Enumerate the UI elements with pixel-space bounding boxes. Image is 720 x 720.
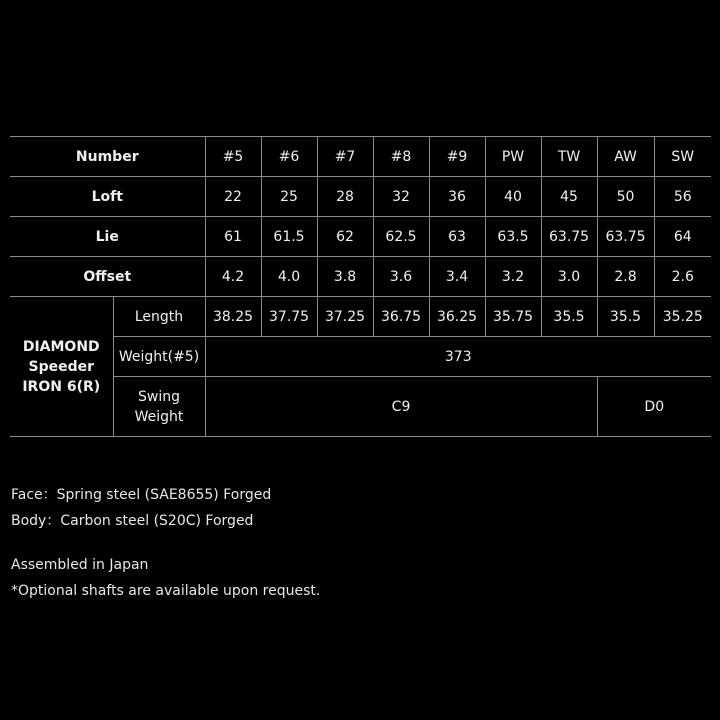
offset-row <box>10 257 711 297</box>
lie-row <box>10 217 711 257</box>
loft-cell: 25 <box>261 177 317 217</box>
number-row <box>10 137 711 177</box>
length-cell: 36.25 <box>429 297 485 337</box>
swing-weight-cell: C9 <box>205 377 597 437</box>
lie-cell: 63.75 <box>597 217 654 257</box>
lie-cell: 63 <box>429 217 485 257</box>
optional-note: *Optional shafts are available upon request. <box>11 583 321 599</box>
offset-cell: 4.0 <box>261 257 317 297</box>
weight-row <box>10 337 711 377</box>
number-cell: #8 <box>373 137 429 177</box>
swing-weight-line: Weight <box>134 408 184 425</box>
offset-cell: 3.2 <box>485 257 541 297</box>
loft-cell: 50 <box>597 177 654 217</box>
shaft-model-line: DIAMOND <box>22 338 100 355</box>
assembled-note: Assembled in Japan <box>11 557 149 573</box>
number-cell: #6 <box>261 137 317 177</box>
offset-cell: 2.6 <box>654 257 711 297</box>
lie-cell: 63.75 <box>541 217 597 257</box>
offset-cell: 3.4 <box>429 257 485 297</box>
number-cell: SW <box>654 137 711 177</box>
number-label: Number <box>10 137 205 177</box>
loft-label: Loft <box>10 177 205 217</box>
notes-spacer <box>11 534 320 552</box>
length-cell: 36.75 <box>373 297 429 337</box>
loft-cell: 22 <box>205 177 261 217</box>
face-note: Face：Spring steel (SAE8655) Forged <box>11 487 272 503</box>
body-note: Body：Carbon steel (S20C) Forged <box>11 513 254 529</box>
number-cell: #9 <box>429 137 485 177</box>
length-cell: 35.75 <box>485 297 541 337</box>
swing-weight-cell-sw: D0 <box>597 377 711 437</box>
lie-cell: 63.5 <box>485 217 541 257</box>
length-cell: 35.25 <box>654 297 711 337</box>
shaft-model-line: IRON 6(R) <box>22 378 101 395</box>
number-cell: #5 <box>205 137 261 177</box>
lie-cell: 61.5 <box>261 217 317 257</box>
length-label: Length <box>113 297 205 337</box>
loft-cell: 36 <box>429 177 485 217</box>
number-cell: TW <box>541 137 597 177</box>
offset-cell: 3.0 <box>541 257 597 297</box>
offset-cell: 2.8 <box>597 257 654 297</box>
lie-cell: 61 <box>205 217 261 257</box>
lie-cell: 62.5 <box>373 217 429 257</box>
length-row <box>10 297 711 337</box>
weight-label: Weight(#5) <box>113 337 205 377</box>
number-cell: PW <box>485 137 541 177</box>
number-cell: #7 <box>317 137 373 177</box>
spec-notes <box>11 482 320 604</box>
loft-cell: 45 <box>541 177 597 217</box>
number-cell: AW <box>597 137 654 177</box>
offset-cell: 3.6 <box>373 257 429 297</box>
shaft-model-line: Speeder <box>28 358 94 375</box>
swing-weight-label <box>113 377 205 437</box>
length-cell: 35.5 <box>541 297 597 337</box>
offset-cell: 3.8 <box>317 257 373 297</box>
loft-cell: 40 <box>485 177 541 217</box>
length-cell: 37.25 <box>317 297 373 337</box>
length-cell: 38.25 <box>205 297 261 337</box>
swing-weight-line: Swing <box>138 388 180 405</box>
spec-table <box>10 136 711 437</box>
offset-cell: 4.2 <box>205 257 261 297</box>
length-cell: 37.75 <box>261 297 317 337</box>
lie-cell: 64 <box>654 217 711 257</box>
lie-label: Lie <box>10 217 205 257</box>
loft-cell: 56 <box>654 177 711 217</box>
swing-weight-row <box>10 377 711 437</box>
weight-cell: 373 <box>205 337 711 377</box>
length-cell: 35.5 <box>597 297 654 337</box>
loft-cell: 28 <box>317 177 373 217</box>
loft-cell: 32 <box>373 177 429 217</box>
lie-cell: 62 <box>317 217 373 257</box>
loft-row <box>10 177 711 217</box>
offset-label: Offset <box>10 257 205 297</box>
shaft-model-label <box>10 297 113 437</box>
